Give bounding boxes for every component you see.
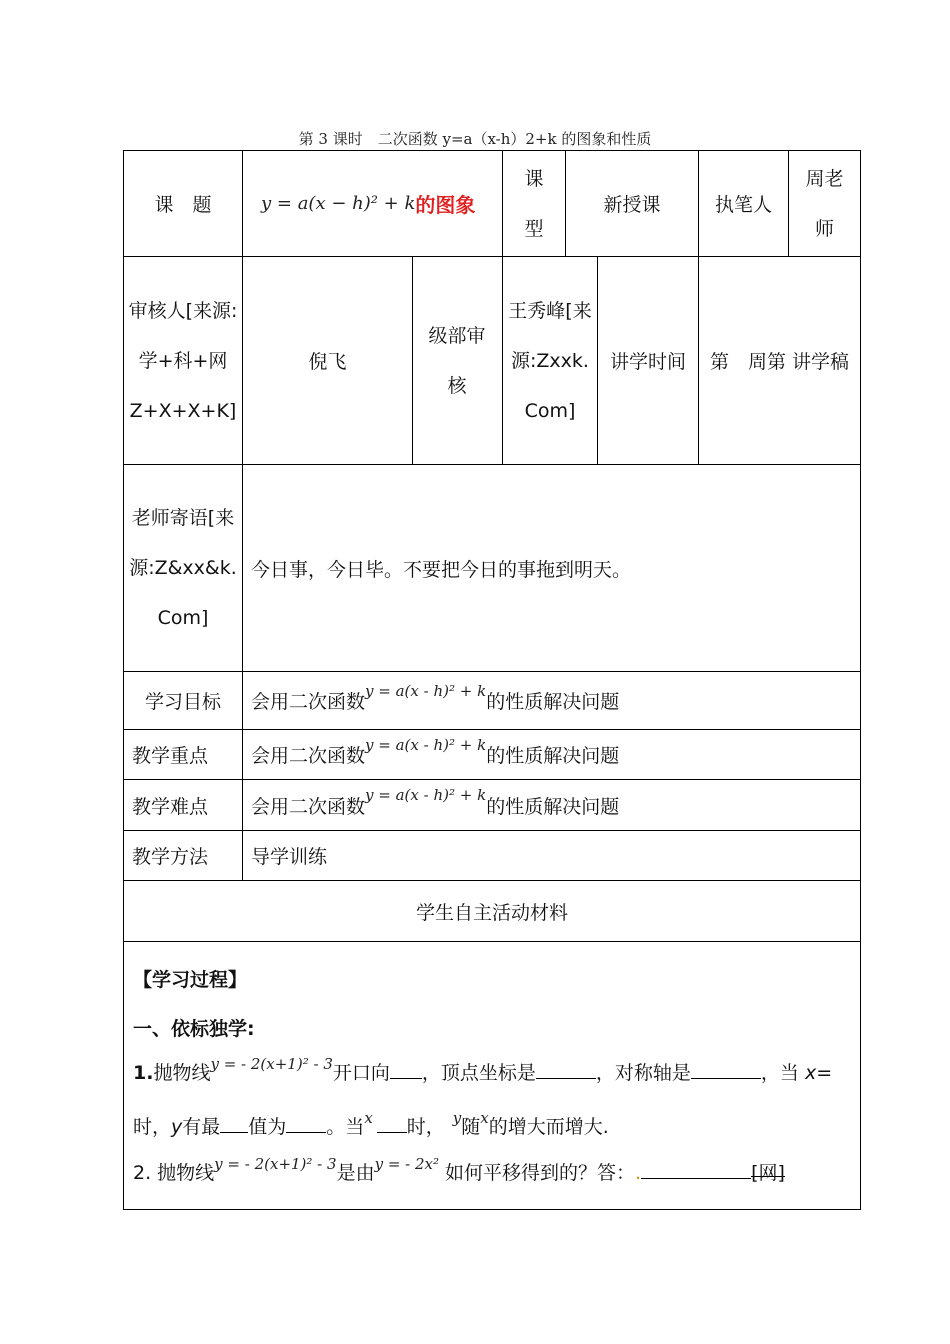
- question-1-eq: =: [816, 1062, 833, 1084]
- question-2-dot: .: [635, 1162, 642, 1184]
- blank-vertex[interactable]: [536, 1060, 596, 1079]
- question-2-formula-2: y = - 2x²: [374, 1155, 440, 1173]
- goal-prefix: 会用二次函数: [251, 691, 366, 713]
- question-1-text-f: 时，: [133, 1116, 172, 1138]
- question-1-text-k: 随: [461, 1116, 481, 1138]
- goal-formula: y = a(x - h)² + k: [365, 681, 487, 700]
- difficulty-prefix: 会用二次函数: [251, 795, 366, 818]
- goal-suffix: 的性质解决问题: [486, 691, 620, 713]
- reviewer-value: 倪飞: [308, 351, 347, 373]
- question-1-number: 1.: [133, 1062, 154, 1084]
- difficulty-label: 教学难点: [132, 795, 209, 818]
- page-title: 第 3 课时 二次函数 y=a（x-h）2+k 的图象和性质: [298, 130, 652, 148]
- type-label: [503, 151, 565, 256]
- difficulty-formula: y = a(x - h)² + k: [365, 786, 487, 804]
- question-1-formula: y = - 2(x+1)² - 3: [210, 1055, 333, 1073]
- motto-label: 老师寄语[来源:Z&xx&k.Com]: [129, 507, 237, 629]
- question-2: [133, 1155, 858, 1188]
- question-1-x3: x: [480, 1109, 489, 1127]
- goal-value: [251, 672, 851, 729]
- focus-value: [251, 730, 851, 779]
- type-label-line-1: 课: [524, 167, 544, 190]
- focus-prefix: 会用二次函数: [251, 745, 366, 767]
- method-value: 导学训练: [251, 846, 328, 868]
- blank-extreme[interactable]: [220, 1114, 248, 1133]
- motto-value: 今日事，今日毕。不要把今日的事拖到明天。: [251, 558, 632, 581]
- question-1-text-e: ，当: [760, 1062, 799, 1084]
- question-1-text-c: ，顶点坐标是: [421, 1062, 536, 1084]
- question-1-x2: x: [364, 1109, 373, 1127]
- blank-range[interactable]: [377, 1114, 407, 1133]
- subject-label: 课 题: [154, 194, 212, 216]
- reviewer-label: 审核人[来源:学+科+网Z+X+X+K]: [128, 299, 238, 422]
- question-1-line-2: [133, 1109, 858, 1142]
- difficulty-suffix: 的性质解决问题: [486, 795, 620, 818]
- blank-opening[interactable]: [390, 1060, 422, 1079]
- subject-value: [243, 151, 502, 256]
- dept-label: 级部审核: [428, 324, 486, 397]
- question-2-text-a: 2. 抛物线: [133, 1162, 215, 1184]
- question-2-formula-1: y = - 2(x+1)² - 3: [214, 1155, 337, 1173]
- subject-formula: y = a(x − h)² + k: [261, 193, 416, 214]
- writer-label: 执笔人: [714, 194, 772, 216]
- question-1-y2: y: [452, 1109, 462, 1127]
- focus-label: 教学重点: [132, 745, 209, 767]
- process-subheading: 一、依标独学:: [133, 1018, 255, 1040]
- blank-extreme-value[interactable]: [286, 1114, 326, 1133]
- subject-formula-suffix: 的图象: [415, 193, 476, 217]
- time-value: 第 周第 讲学稿: [709, 351, 850, 373]
- question-1-y: y: [171, 1116, 183, 1138]
- focus-formula: y = a(x - h)² + k: [365, 735, 487, 754]
- type-label-line-2: 型: [524, 217, 544, 240]
- focus-suffix: 的性质解决问题: [486, 745, 620, 767]
- question-1-text-a: 抛物线: [153, 1062, 211, 1084]
- process-heading: 【学习过程】: [133, 969, 248, 991]
- question-1-text-d: ，对称轴是: [595, 1062, 691, 1084]
- question-2-text-c: 如何平移得到的？答：: [445, 1162, 636, 1184]
- blank-translation[interactable]: [641, 1160, 751, 1179]
- question-2-text-b: 是由: [336, 1162, 375, 1184]
- time-label: 讲学时间: [609, 351, 686, 373]
- writer-value-line-2: 师: [814, 217, 834, 240]
- blank-axis[interactable]: [691, 1060, 761, 1079]
- method-label: 教学方法: [132, 846, 209, 868]
- question-1-text-h: 值为: [248, 1116, 287, 1138]
- goal-label: 学习目标: [144, 691, 221, 713]
- dept-value: 王秀峰[来源:Zxxk.Com]: [508, 299, 592, 422]
- type-value: 新授课: [603, 194, 661, 216]
- question-1-text-i: 。当: [326, 1116, 365, 1138]
- writer-value-line-1: 周老: [805, 167, 844, 190]
- question-1-text-g: 有最: [182, 1116, 221, 1138]
- question-2-tail: [网]: [751, 1158, 785, 1177]
- question-1-line-1: [133, 1055, 858, 1088]
- difficulty-value: [251, 780, 851, 830]
- section-header: 学生自主活动材料: [415, 901, 568, 924]
- question-1-text-l: 的增大而增大.: [488, 1116, 609, 1138]
- writer-value: [789, 151, 860, 256]
- question-1-text-b: 开口向: [332, 1062, 390, 1084]
- question-1-x: x: [804, 1062, 817, 1084]
- question-1-text-j: 时，: [406, 1116, 445, 1138]
